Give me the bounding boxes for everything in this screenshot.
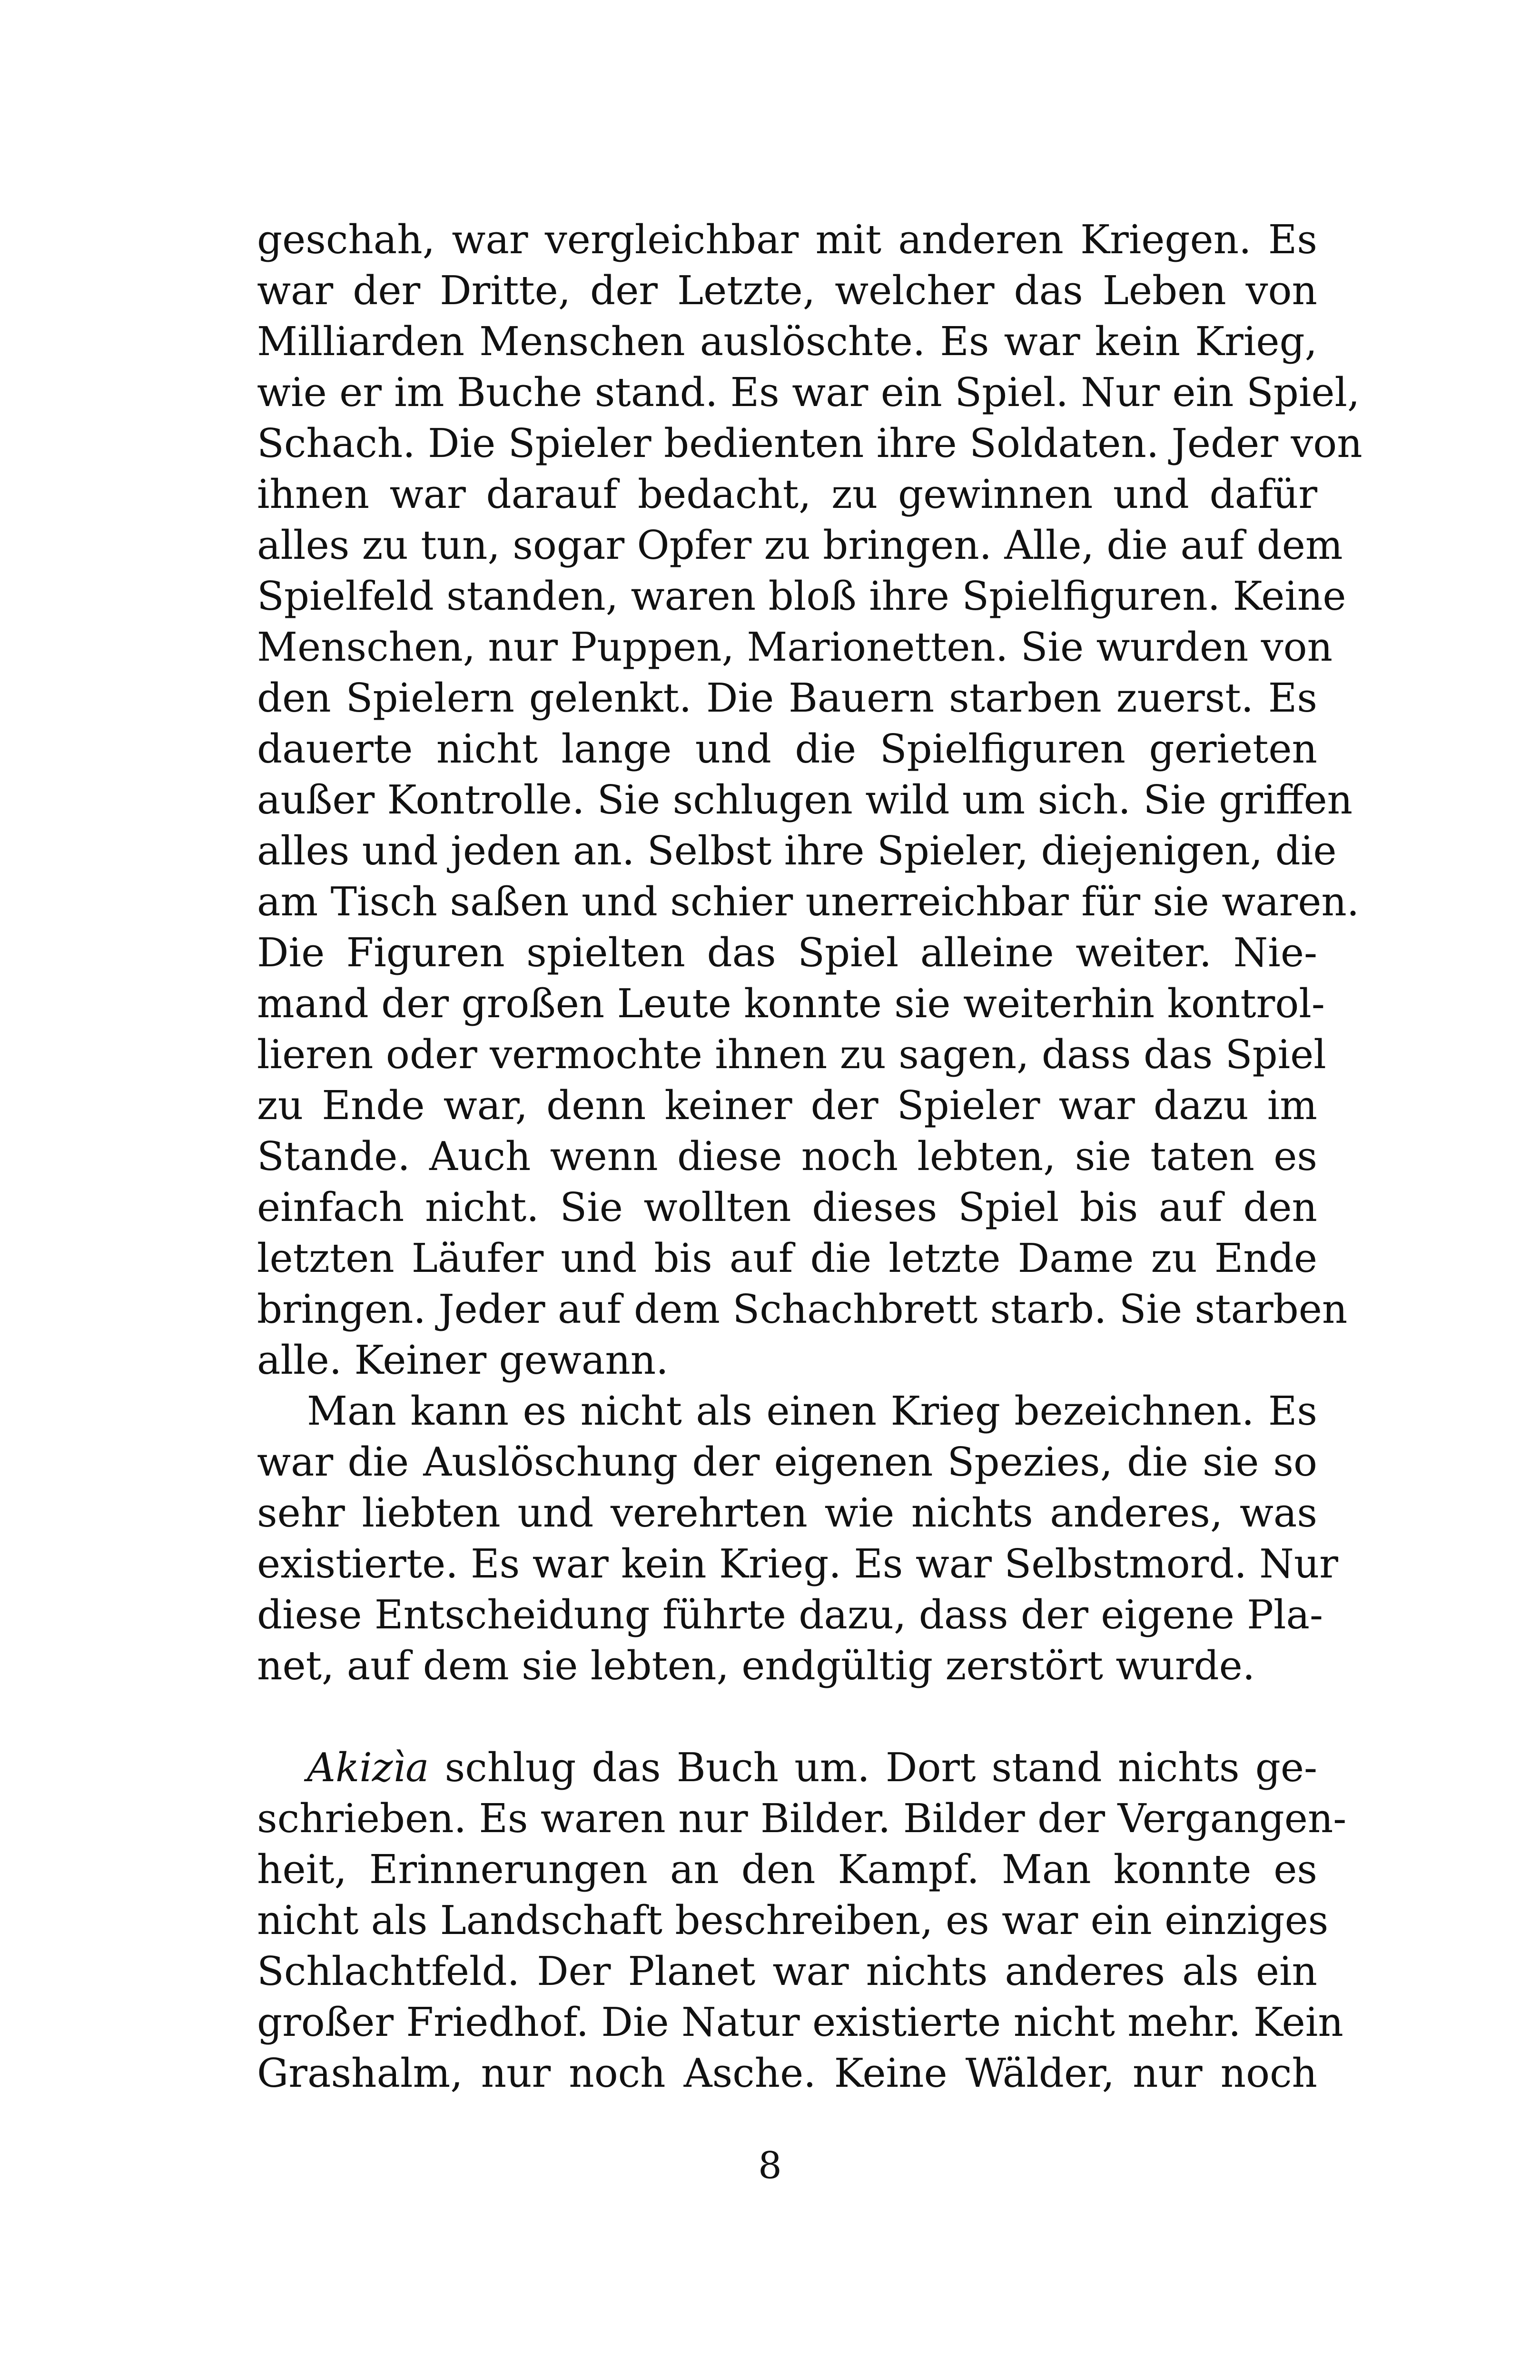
text-line: existierte. Es war kein Krieg. Es war Selbstmord. Nur (257, 1541, 1338, 1587)
text-line: Die Figuren spielten das Spiel alleine weiter. Nie- (257, 930, 1317, 976)
text-line: Grashalm, nur noch Asche. Keine Wälder, nur noch (257, 2050, 1317, 2096)
text-line: alle. Keiner gewann. (257, 1337, 669, 1383)
text-line: zu Ende war, denn keiner der Spieler war dazu im (257, 1082, 1317, 1129)
text-line: nicht als Landschaft beschreiben, es war ein einziges (257, 1897, 1329, 1944)
text-line: ihnen war darauf bedacht, zu gewinnen und dafür (257, 471, 1317, 517)
text-line: alles zu tun, sogar Opfer zu bringen. Alle, die auf dem (257, 522, 1343, 568)
text-line: Schlachtfeld. Der Planet war nichts anderes als ein (257, 1948, 1317, 1994)
text-line: dauerte nicht lange und die Spielfiguren gerieten (257, 726, 1317, 772)
character-name: Akizìa (307, 1745, 429, 1791)
text-line: geschah, war vergleichbar mit anderen Kriegen. Es (257, 217, 1317, 263)
text-line (257, 1742, 1317, 1793)
text-line: wie er im Buche stand. Es war ein Spiel. Nur ein Spiel, (257, 369, 1360, 416)
text-line: einfach nicht. Sie wollten dieses Spiel bis auf den (257, 1184, 1317, 1230)
text-line: schrieben. Es waren nur Bilder. Bilder der Vergangen- (257, 1795, 1347, 1842)
text-line: Menschen, nur Puppen, Marionetten. Sie wurden von (257, 624, 1333, 670)
text-line: den Spielern gelenkt. Die Bauern starben zuerst. Es (257, 675, 1317, 721)
text-line: großer Friedhof. Die Natur existierte nicht mehr. Kein (257, 1999, 1343, 2045)
paragraph-3 (257, 1742, 1347, 2099)
body-text (257, 214, 1362, 2099)
text-line: Schach. Die Spieler bedienten ihre Soldaten. Jeder von (257, 420, 1362, 466)
text-line: letzten Läufer und bis auf die letzte Dame zu Ende (257, 1235, 1317, 1281)
text-line: war der Dritte, der Letzte, welcher das Leben von (257, 268, 1317, 314)
text-line: Man kann es nicht als einen Krieg bezeichnen. Es (307, 1388, 1317, 1434)
text-line: war die Auslöschung der eigenen Spezies, die sie so (257, 1439, 1317, 1485)
text-fragment: schlug das Buch um. Dort stand nichts ge- (429, 1745, 1317, 1791)
text-line: diese Entscheidung führte dazu, dass der eigene Pla- (257, 1592, 1323, 1638)
text-line: sehr liebten und verehrten wie nichts anderes, was (257, 1490, 1317, 1536)
text-line: alles und jeden an. Selbst ihre Spieler, diejenigen, die (257, 828, 1337, 874)
text-line: Milliarden Menschen auslöschte. Es war kein Krieg, (257, 318, 1317, 365)
text-line: am Tisch saßen und schier unerreichbar für sie waren. (257, 879, 1360, 925)
text-line: außer Kontrolle. Sie schlugen wild um sich. Sie griffen (257, 777, 1353, 823)
paragraph-2 (257, 1386, 1338, 1691)
page-number: 8 (758, 2144, 782, 2187)
text-line: Stande. Auch wenn diese noch lebten, sie taten es (257, 1133, 1317, 1180)
text-line: lieren oder vermochte ihnen zu sagen, dass das Spiel (257, 1031, 1326, 1078)
text-line: net, auf dem sie lebten, endgültig zerstört wurde. (257, 1643, 1255, 1689)
text-line: bringen. Jeder auf dem Schachbrett starb. Sie starben (257, 1286, 1348, 1332)
paragraph-1 (257, 214, 1362, 1386)
text-line: Spielfeld standen, waren bloß ihre Spielfiguren. Keine (257, 573, 1346, 619)
text-line: mand der großen Leute konnte sie weiterhin kontrol- (257, 981, 1325, 1027)
text-line: heit, Erinnerungen an den Kampf. Man konnte es (257, 1846, 1317, 1893)
